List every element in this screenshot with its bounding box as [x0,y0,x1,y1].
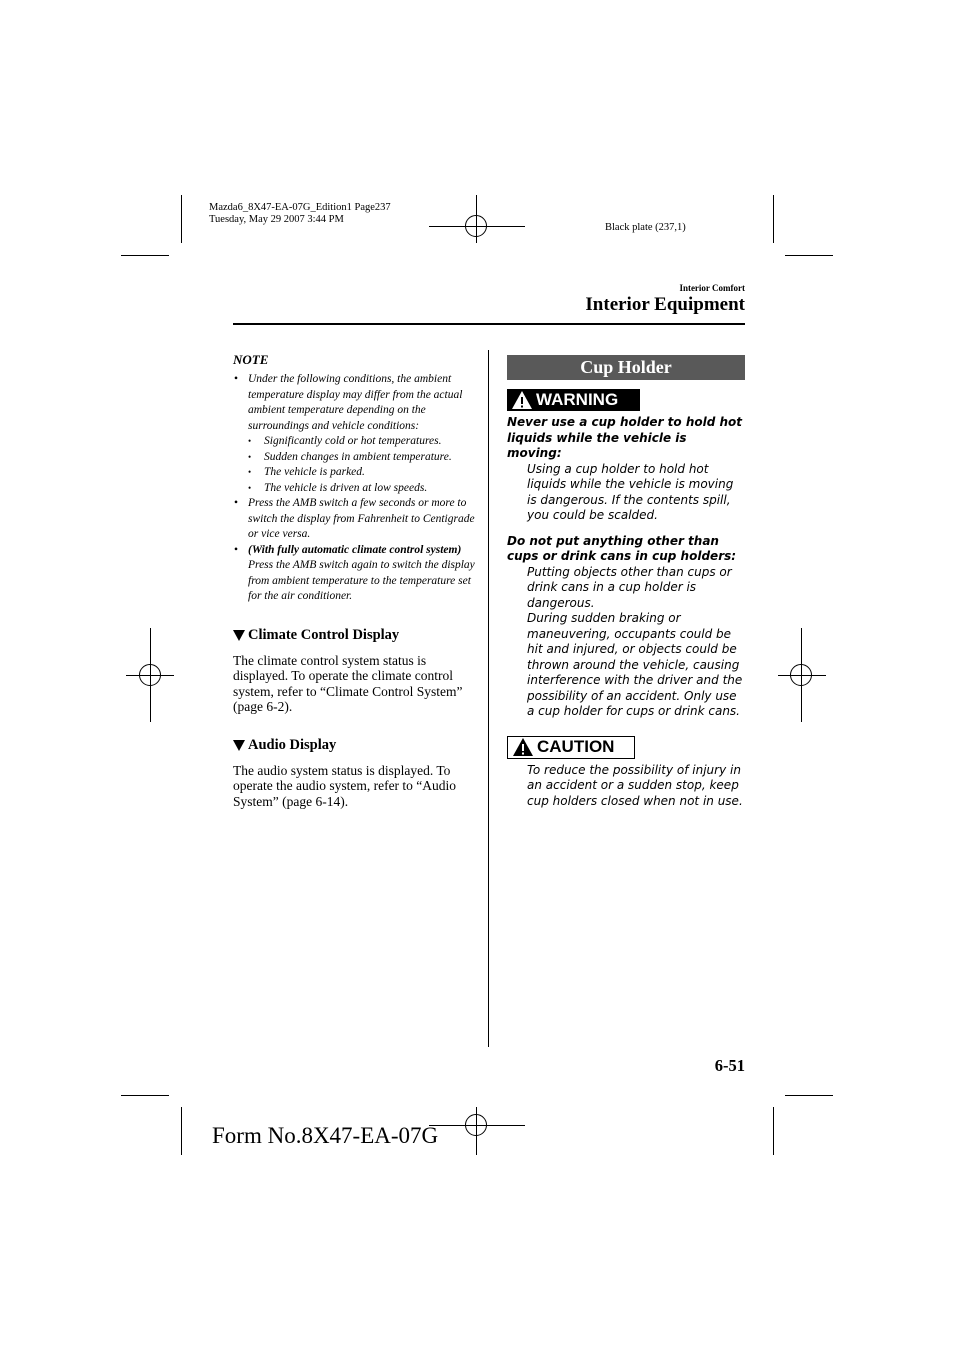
note-item-text: Press the AMB switch again to switch the display from ambient temperature to the temperature set for the air conditioner. [248,559,475,602]
climate-heading-text: Climate Control Display [248,626,400,643]
climate-text: The climate control system status is displayed. To operate the climate control system, refer to “Climate Control System” (page 6-2). [233,652,463,715]
form-number: Form No.8X47-EA-07G [212,1123,439,1148]
column-divider [488,350,489,1047]
file-line: Mazda6_8X47-EA-07G_Edition1 Page237 [209,202,391,213]
left-column [233,352,478,810]
triangle-down-icon [233,740,245,751]
note-item [233,372,478,496]
note-sub-item: • The vehicle is parked. [248,465,478,481]
warning-body: Putting objects other than cups or drink cans in a cup holder is dangerous. [527,564,732,610]
date-line: Tuesday, May 29 2007 3:44 PM [209,214,344,225]
warning-2 [507,534,745,720]
right-column [507,355,745,809]
caution-label [507,736,635,759]
section-title: Interior Equipment [585,294,745,315]
warning-body: During sudden braking or maneuvering, occupants could be hit and injured, or objects could be thrown around the vehicle, causing interference with the driver and the possibility of an accident. Only use a cup holder for cups or drink cans. [527,611,743,718]
note-sub-list [248,434,478,496]
audio-heading-text: Audio Display [248,736,337,753]
note-item-text: Press the AMB switch a few seconds or more to switch the display from Fahrenheit to Centigrade or vice versa. [248,497,475,540]
caution-body: To reduce the possibility of injury in an accident or a sudden stop, keep cup holders closed when not in use. [527,762,743,808]
note-title: NOTE [233,352,269,367]
note-item-text: Under the following conditions, the ambient temperature display may differ from the actual ambient temperature depending on the surroundings and vehicle conditions: [248,373,463,432]
page-number: 6-51 [714,1056,745,1075]
note-sub-item: • Sudden changes in ambient temperature. [248,450,478,466]
plate-label: Black plate (237,1) [605,222,686,233]
note-item-condition: • (With fully automatic climate control system) [248,543,462,556]
warning-1 [507,415,745,524]
note-list [233,372,478,605]
section-category: Interior Comfort [679,283,745,293]
warning-label-text: WARNING [536,390,619,409]
print-meta [209,202,391,226]
warning-lead: Never use a cup holder to hold hot liquids while the vehicle is moving: [507,415,743,460]
caution-triangle-icon [512,736,534,758]
header-rule [233,323,745,325]
audio-heading [233,737,478,754]
note-item [233,543,478,605]
cup-holder-title: Cup Holder [507,355,745,380]
warning-lead: Do not put anything other than cups or drink cans in cup holders: [507,533,737,563]
note-item [233,496,478,543]
caution-label-text: CAUTION [537,737,615,756]
warning-body: Using a cup holder to hold hot liquids while the vehicle is moving is dangerous. If the contents spill, you could be scalded. [527,461,734,522]
note-sub-item: • The vehicle is driven at low speeds. [248,481,478,497]
audio-text: The audio system status is displayed. To operate the audio system, refer to “Audio System” (page 6-14). [233,762,457,810]
warning-triangle-icon [511,389,533,411]
climate-heading [233,627,478,644]
triangle-down-icon [233,630,245,641]
warning-label [507,389,640,411]
note-sub-item: • Significantly cold or hot temperatures. [248,434,478,450]
